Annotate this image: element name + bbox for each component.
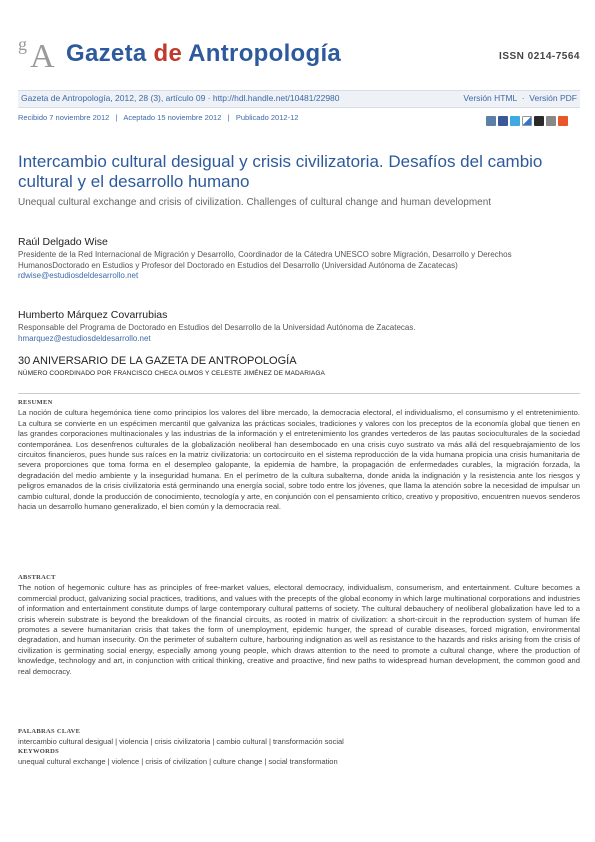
brand-word-1: Gazeta (66, 40, 147, 67)
article-title: Intercambio cultural desigual y crisis civilizatoria. Desafíos del cambio cultural y el desarrollo humano (18, 152, 543, 191)
printer-icon[interactable] (546, 116, 556, 126)
print-icon[interactable] (486, 116, 496, 126)
version-links (463, 93, 577, 103)
divider (18, 393, 580, 394)
delicious-icon[interactable] (522, 116, 532, 126)
accepted-date: Aceptado 15 noviembre 2012 (123, 113, 222, 122)
author-name: Humberto Márquez Covarrubias (18, 309, 168, 321)
version-pdf-link[interactable]: Versión PDF (529, 93, 577, 103)
journal-title[interactable] (66, 40, 341, 68)
addthis-icon[interactable] (558, 116, 568, 126)
received-date: Recibido 7 noviembre 2012 (18, 113, 110, 122)
masthead (18, 34, 580, 78)
abstract-section (18, 573, 580, 677)
published-date: Publicado 2012-12 (235, 113, 299, 122)
twitter-icon[interactable] (510, 116, 520, 126)
author-affiliation: Responsable del Programa de Doctorado en Estudios del Desarrollo de la Universidad Autónoma de Zacatecas. (18, 323, 416, 332)
digg-icon[interactable] (534, 116, 544, 126)
brand-word-2: de (153, 40, 183, 67)
palabras-clave-text: intercambio cultural desigual | violencia | crisis civilizatoria | cambio cultural | transformación social (18, 737, 344, 746)
resumen-label: RESUMEN (18, 399, 53, 406)
keywords-label: KEYWORDS (18, 748, 60, 755)
author-affiliation: Presidente de la Red Internacional de Migración y Desarrollo, Coordinador de la Cátedra UNESCO sobre Migración, Desarrollo y Derechos HumanosDoctorado en Estudios y Profesor del Doctorado en Estudios del Desarrollo (Universidad Autónoma de Zacatecas) (18, 250, 512, 270)
special-issue-title: 30 ANIVERSARIO DE LA GAZETA DE ANTROPOLOGÍA (18, 355, 297, 367)
facebook-icon[interactable] (498, 116, 508, 126)
author-block (18, 236, 578, 281)
keywords-section (18, 727, 580, 767)
date-separator: | (115, 113, 118, 122)
palabras-clave-label: PALABRAS CLAVE (18, 728, 81, 735)
version-html-link[interactable]: Versión HTML (463, 93, 517, 103)
journal-logo: g A (18, 34, 55, 75)
brand-word-3: Antropología (188, 40, 342, 67)
issn-label: ISSN 0214-7564 (499, 51, 580, 62)
citation-link[interactable]: Gazeta de Antropología, 2012, 28 (3), artículo 09 · http://hdl.handle.net/10481/22980 (21, 93, 340, 103)
version-separator: · (521, 93, 525, 103)
author-email[interactable]: rdwise@estudiosdeldesarrollo.net (18, 271, 139, 280)
special-issue-coordinators: NÚMERO COORDINADO POR FRANCISCO CHECA OLMOS Y CELESTE JIMÉNEZ DE MADARIAGA (18, 370, 325, 377)
date-separator: | (227, 113, 230, 122)
share-toolbar (486, 113, 570, 124)
citation-bar (18, 90, 580, 108)
abstract-label: ABSTRACT (18, 574, 56, 581)
resumen-text: La noción de cultura hegemónica tiene como principios los valores del libre mercado, la democracia electoral, el individualismo, el consumismo y el entretenimiento. La cultura se convierte en un espécimen mercantil que galvaniza las prácticas sociales, tradiciones y valores con los preceptos de la economía global que tienen en las grandes corporaciones multinacionales y las industrias de la información y el entretenimiento los grandes vertederos de las pautas socioculturales de la sociedad contemporánea. Los desenfrenos culturales de la globalización neoliberal han desembocado en una crisis cuyo sustrato va más allá del resquebrajamiento de los circuitos financieros, pues hunde sus raíces en la matriz civilizatoria: un cortocircuito en el sistema reproducción de la vida humana propicia una crisis humanitaria de severa proporciones que toma forma en el desempleo galopante, la epidemia de hambre, la propagación de enfermedades curables, la migración forzada, la degradación del medio ambiente y la inseguridad humana. En el perímetro de la cultura subalterna, donde anida la indignación y la resistencia ante los riesgos y peligros emanados de la crisis civilizatoria está germinando una energía social, sobre todo entre los jóvenes, que llama la atención sobre la necesidad de impulsar un cambio cultural, donde la producción de conocimiento, tecnología y arte, en conjunción con el pensamiento crítico, creativo y propositivo, encuentren nuevos senderos hacia un desarrollo humano generalizado, el bien común y la democracia real. (18, 408, 580, 512)
article-dates (18, 113, 298, 122)
article-subtitle: Unequal cultural exchange and crisis of civilization. Challenges of cultural change and human development (18, 197, 492, 208)
keywords-text: unequal cultural exchange | violence | crisis of civilization | culture change | social transformation (18, 757, 338, 766)
resumen-section (18, 398, 580, 512)
author-block (18, 309, 578, 344)
author-name: Raúl Delgado Wise (18, 236, 108, 248)
author-email[interactable]: hmarquez@estudiosdeldesarrollo.net (18, 333, 151, 343)
abstract-text: The notion of hegemonic culture has as principles of free-market values, electoral democracy, individualism, consumerism, and entertainment. Culture becomes a commercial product, galvanizing social practices, traditions, and values with the precepts of the global economy in which large multinational corporations and industries of information and entertainment constitute dumps of large contemporary cultural patterns of society. The cultural debauchery of neoliberal globalization have led to a crisis wherein substrate is beyond the breakdown of the financial circuits, as rooted in matrix of civilization: a short-circuit in the reproduction system of human life promotes a severe humanitarian crisis that takes the form of unemployment, epidemic hunger, the spread of curable diseases, forced migration, environmental degradation, and human insecurity. On the perimeter of subaltern culture, harbouring indignation as well as resistance to the hazards and risks arising from the crisis of civilization is germinating social energy, especially among young people, which draws attention to the need to promote a cultural change, where the production of knowledge, technology and art, in conjunction with critical thinking, creative and proactive, find new paths to widespread human development, the common good and real democracy. (18, 583, 580, 676)
